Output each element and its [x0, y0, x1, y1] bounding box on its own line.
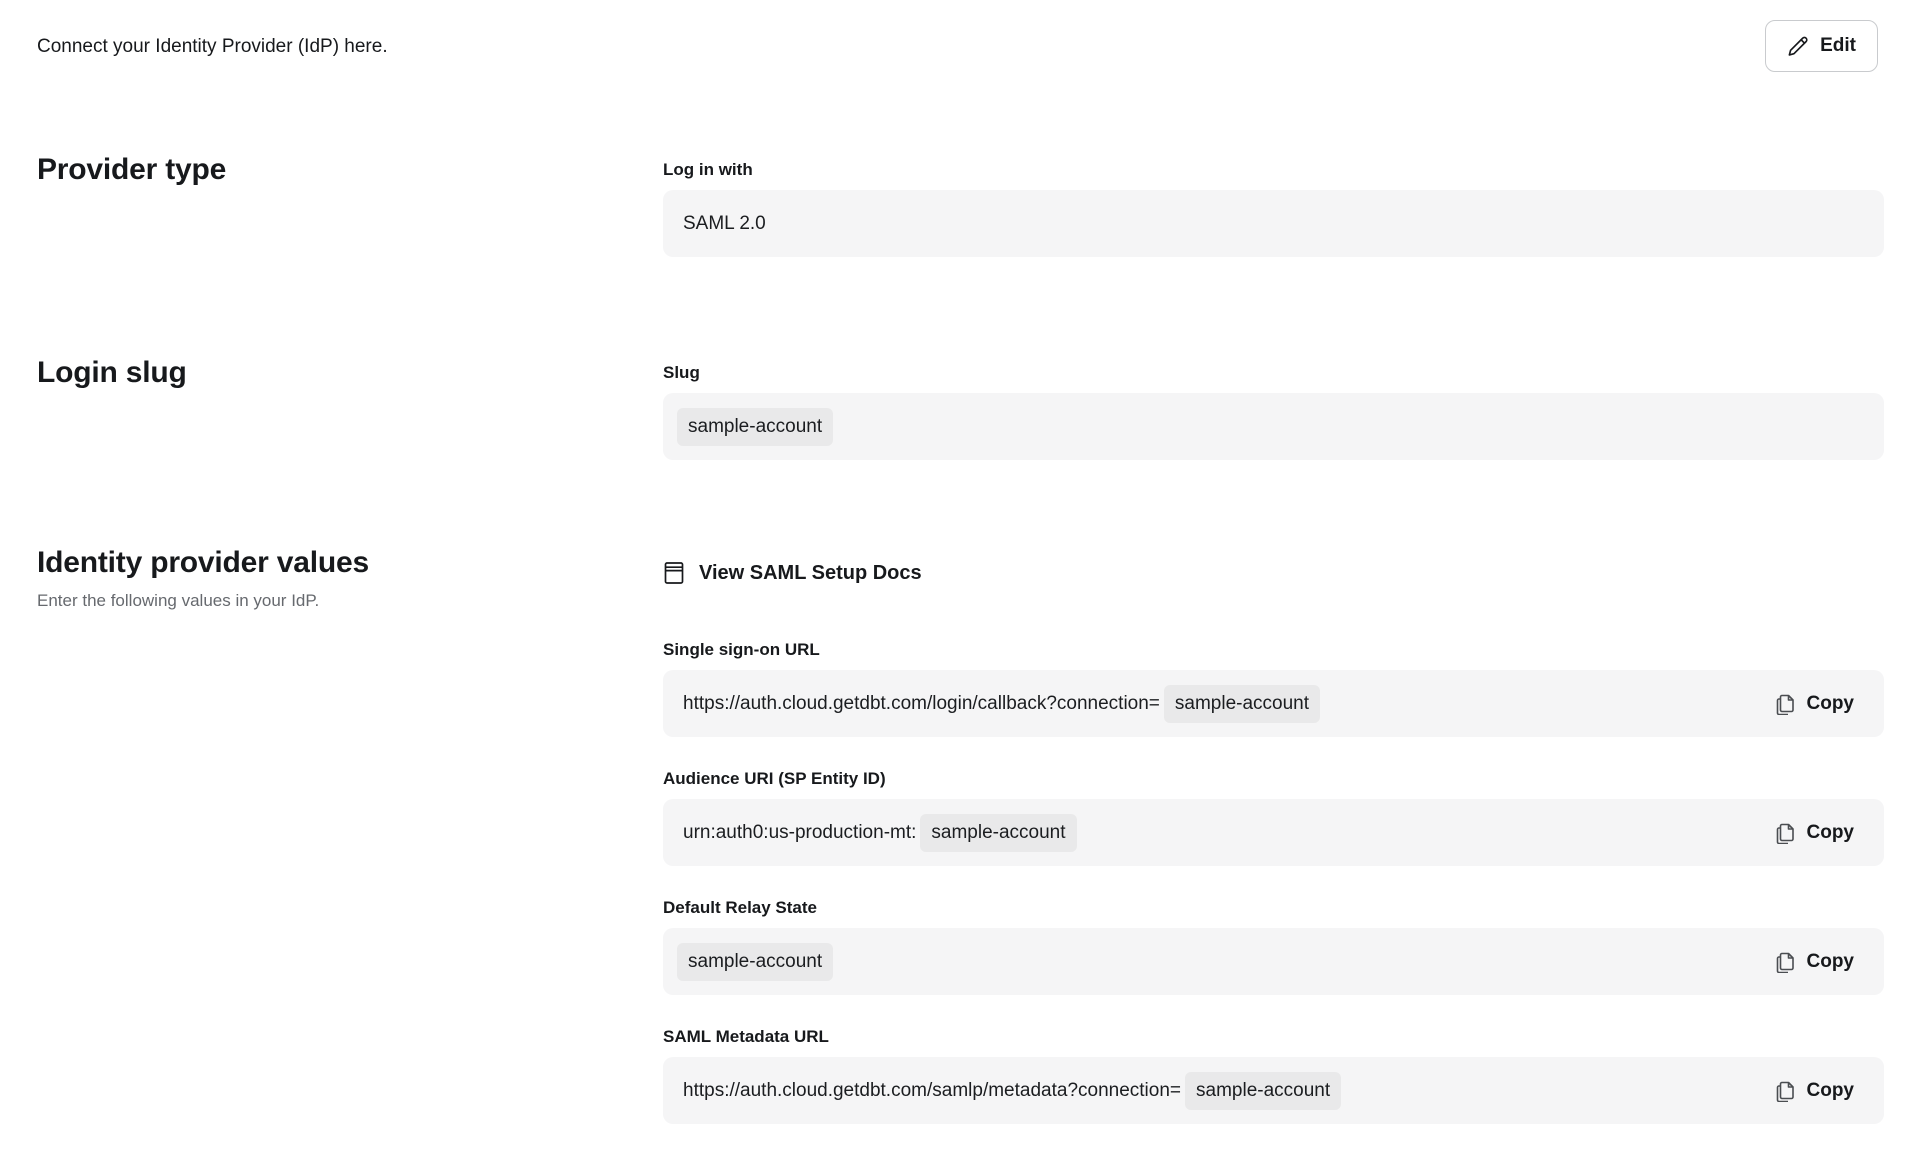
metadata-url-row — [663, 1025, 1884, 1124]
page-header — [0, 0, 1908, 72]
slug-field — [663, 393, 1884, 460]
provider-type-field — [663, 190, 1884, 257]
idp-values-section — [0, 543, 1908, 1124]
copy-button-label: Copy — [1806, 950, 1854, 972]
audience-uri-prefix: urn:auth0:us-production-mt: — [683, 821, 917, 843]
login-with-label: Log in with — [663, 160, 753, 179]
pencil-icon — [1787, 35, 1809, 57]
copy-button-label: Copy — [1806, 821, 1854, 843]
docs-link-label: View SAML Setup Docs — [699, 561, 922, 584]
metadata-url-label: SAML Metadata URL — [663, 1027, 829, 1046]
audience-uri-row — [663, 767, 1884, 866]
relay-state-slug-chip: sample-account — [677, 943, 833, 981]
sso-url-row — [663, 638, 1884, 737]
login-slug-section — [0, 353, 1908, 460]
audience-uri-slug-chip: sample-account — [920, 814, 1076, 852]
copy-icon — [1776, 1080, 1796, 1102]
audience-uri-field — [663, 799, 1884, 866]
metadata-url-field — [663, 1057, 1884, 1124]
copy-icon — [1776, 693, 1796, 715]
relay-state-label: Default Relay State — [663, 898, 817, 917]
metadata-url-slug-chip: sample-account — [1185, 1072, 1341, 1110]
copy-icon — [1776, 822, 1796, 844]
provider-type-heading: Provider type — [37, 153, 227, 186]
login-slug-heading: Login slug — [37, 356, 187, 389]
relay-state-copy-button[interactable] — [1776, 951, 1855, 973]
copy-button-label: Copy — [1806, 1079, 1854, 1101]
sso-url-label: Single sign-on URL — [663, 640, 820, 659]
sso-url-copy-button[interactable] — [1776, 693, 1855, 715]
provider-type-value: SAML 2.0 — [683, 212, 766, 234]
metadata-url-prefix: https://auth.cloud.getdbt.com/samlp/metadata?connection= — [683, 1079, 1182, 1101]
relay-state-field — [663, 928, 1884, 995]
edit-button[interactable] — [1765, 20, 1878, 72]
sso-url-field — [663, 670, 1884, 737]
audience-uri-label: Audience URI (SP Entity ID) — [663, 769, 886, 788]
idp-description-text: Connect your Identity Provider (IdP) here. — [37, 36, 388, 57]
slug-label: Slug — [663, 363, 700, 382]
provider-type-section — [0, 150, 1908, 257]
idp-values-heading: Identity provider values — [37, 546, 369, 579]
slug-value-chip: sample-account — [677, 408, 833, 446]
view-saml-setup-docs-link[interactable] — [663, 561, 922, 585]
sso-url-prefix: https://auth.cloud.getdbt.com/login/callback?connection= — [683, 692, 1160, 714]
idp-values-subtitle: Enter the following values in your IdP. — [37, 591, 320, 610]
copy-button-label: Copy — [1806, 692, 1854, 714]
metadata-url-copy-button[interactable] — [1776, 1080, 1855, 1102]
sso-url-slug-chip: sample-account — [1164, 685, 1320, 723]
relay-state-row — [663, 896, 1884, 995]
edit-button-label: Edit — [1820, 35, 1856, 56]
copy-icon — [1776, 951, 1796, 973]
audience-uri-copy-button[interactable] — [1776, 822, 1855, 844]
book-icon — [663, 561, 685, 585]
